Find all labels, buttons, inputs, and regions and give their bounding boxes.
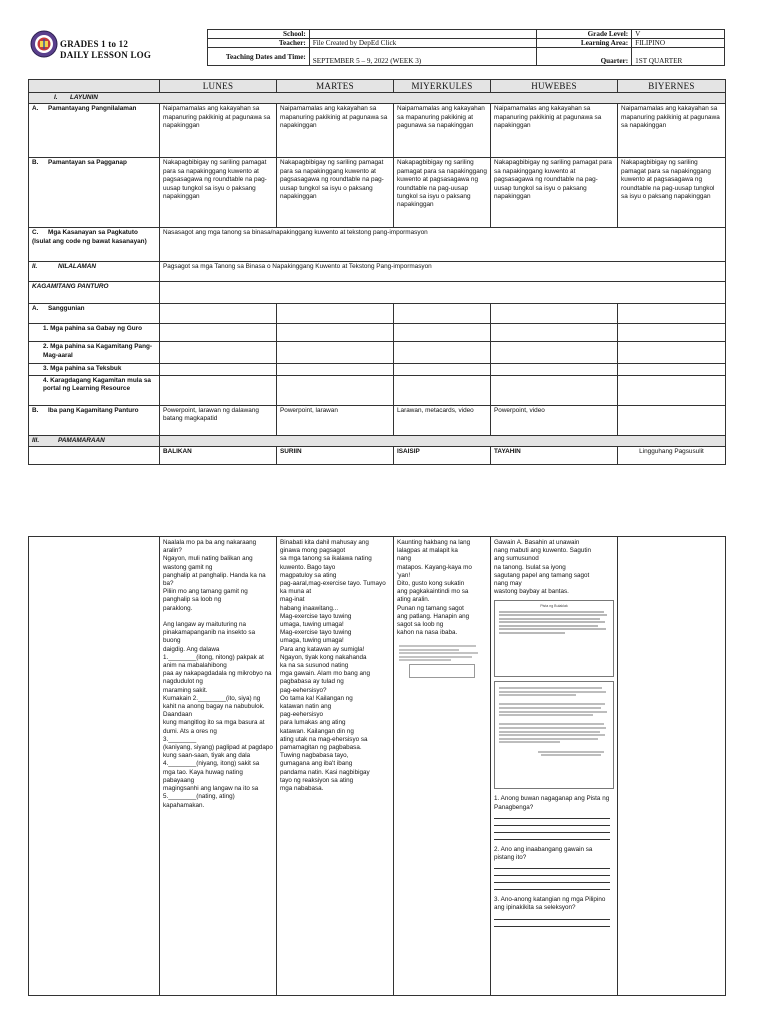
- day-header-huwebes: HUWEBES: [491, 80, 618, 93]
- miyerkules-isaisip-cell: [394, 537, 491, 996]
- martes-suriin-text: Binabati kita dahil mahusay ang ginawa mong pagsagot sa mga tanong sa ikalawa nating kuwento. Bago tayo magpatuloy sa ating pag-aaral,mag-exercise tayo. Tumayo ka muna at mag-inat habang inaawitang... Mag-exercise tayo tuwing umaga, tuwing umaga! Mag-exercise tayo tuwing umaga, tuwing umaga! Para ang katawan ay sumigla! Ngayon, tiyak kong nakahanda ka na sa susunod nating mga gawain. Alam mo bang ang pagbabasa ay tulad ng pag-eehersisyo? Oo tama ka! Kailangan ng katawan natin ang pag-eehersisyo para lumakas ang ating katawan. Kailangan din ng ating utak na mag-ehersisyo sa pamamagitan ng pagbabasa. Tuwing nagbabasa tayo, gumagana ang iba't ibang pandama natin. Kasi nagbibigay tayo ng reaksiyon sa ating mga nababasa.: [277, 537, 394, 996]
- quarter-label: Quarter:: [537, 48, 632, 66]
- deped-seal-icon: [30, 30, 58, 58]
- sanggunian-label: A. Sanggunian: [29, 304, 160, 324]
- cell-A-lunes: Naipamamalas ang kakayahan sa mapanuring pakikinig at pagunawa sa napakinggan: [160, 104, 277, 158]
- quarter-value: 1ST QUARTER: [632, 48, 725, 66]
- step-balikan: BALIKAN: [160, 447, 277, 465]
- cell-nilalaman: Pagsagot sa mga Tanong sa Binasa o Napakinggang Kuwento at Tekstong Pang-impormasyon: [160, 262, 726, 282]
- huwebes-tayahin-cell: [491, 537, 618, 996]
- cell-iba-lunes: Powerpoint, larawan ng dalawang batang magkapatid: [160, 405, 277, 435]
- cell-kagamitang-panturo: [160, 282, 726, 304]
- lesson-grid: [28, 79, 726, 465]
- kagamitang-panturo-label: KAGAMITANG PANTURO: [29, 282, 160, 304]
- lunes-balikan-text: Naalala mo pa ba ang nakaraang aralin? Ngayon, muli nating balikan ang wastong gamit ng panghalip at panghalip. Handa ka na ba? Piliin mo ang tamang gamit ng panghalip sa loob ng paraklong. Ang langaw ay maituturing na pinakamapanganib na insekto sa buong daigdig. Ang dalawa 1.________(itong, nitong) pakpak at anim na mabalahibong paa ay nakapagdadala ng mikrobyo na nagdudulot ng maraming sakit. Kumakain 2.________(ito, siya) ng kahit na anong bagay na nabubulok. Daandaan kung mangitlog ito sa mga basura at dumi. Ats a ores ng 3.________ (kaniyang, siyang) paglipad at pagdapo kung saan-saan, tiyak ang dala 4.________(niyang, itong) sakit sa mga tao. Kaya huwag nating pabayaang magingsanhi ang langaw na ito sa 5.________(nating, ating) kapahamakan.: [160, 537, 277, 996]
- page-gap: [0, 470, 768, 506]
- teaching-dates-value: SEPTEMBER 5 – 9, 2022 (WEEK 3): [309, 48, 536, 66]
- question-1: 1. Anong buwan nagaganap ang Pista ng Panagbenga?: [494, 795, 610, 811]
- cell-B-lunes: Nakapagbibigay ng sariling pamagat para sa napakinggang kuwento at pagsasagawa ng roundtable na pag-uusap tungkol sa isyu o paksang napakinggan: [160, 158, 277, 228]
- learning-area-label: Learning Area:: [537, 39, 632, 48]
- cell-B-huwebes: Nakapagbibigay ng sariling pamagat para sa napakinggang kuwento at pagsasagawa ng roundtable na pag-uusap tungkol sa isyu o paksang napakinggan: [491, 158, 618, 228]
- reading-thumbnail: [494, 600, 614, 677]
- miyerkules-isaisip-text: Kaunting hakbang na lang lalagpas at malapit ka nang matapos. Kayang-kaya mo 'yan! Dito, gusto kong sukatin ang pagkakaintindi mo sa ating aralin. Punan ng tamang sagot ang patlang. Hanapin ang sagot sa loob ng kahon na nasa ibaba.: [397, 539, 472, 637]
- lesson-log-page-2: [0, 506, 768, 1024]
- row-label-pamantayan-sa-pagganap: B. Pamantayan sa Pagganap: [29, 158, 160, 228]
- step-lingguhang-pagsusulit: Lingguhang Pagsusulit: [618, 447, 726, 465]
- school-value: [309, 30, 536, 39]
- step-suriin: SURIIN: [277, 447, 394, 465]
- day-header-biyernes: BIYERNES: [618, 80, 726, 93]
- teacher-label: Teacher:: [208, 39, 310, 48]
- cell-C-kasanayan: Nasasagot ang mga tanong sa binasa/napakinggang kuwento at tekstong pang-impormasyon: [160, 228, 726, 262]
- cell-A-huwebes: Naipamamalas ang kakayahan sa mapanuring pakikinig at pagunawa sa napakinggan: [491, 104, 618, 158]
- huwebes-instructions: Gawain A. Basahin at unawain nang mabuti ang kuwento. Sagutin ang sumusunod na tanong. Isulat sa iyong sagutang papel ang tamang sagot nang may wastong baybay at bantas.: [494, 539, 591, 596]
- gabay-ng-guro-label: 1. Mga pahina sa Gabay ng Guro: [29, 324, 160, 342]
- iba-pang-kagamitan-label: B. Iba pang Kagamitang Panturo: [29, 405, 160, 435]
- cell-A-martes: Naipamamalas ang kakayahan sa mapanuring pakikinig at pagunawa sa napakinggan: [277, 104, 394, 158]
- day-header-miyerkules: MIYERKULES: [394, 80, 491, 93]
- cell-iba-miyerkules: Larawan, metacards, video: [394, 405, 491, 435]
- exercise-thumbnail: [397, 641, 487, 691]
- title-line-2: DAILY LESSON LOG: [60, 50, 152, 60]
- step-tayahin: TAYAHIN: [491, 447, 618, 465]
- kagamitang-mag-aaral-label: 2. Mga pahina sa Kagamitang Pang-Mag-aaral: [29, 342, 160, 364]
- question-3: 3. Ano-anong katangian ng mga Pilipino ang ipinakikita sa seleksyon?: [494, 896, 606, 912]
- row-label-pamantayang-pangnilalaman: A. Pamantayang Pangnilalaman: [29, 104, 160, 158]
- teacher-value: File Created by DepEd Click: [309, 39, 536, 48]
- reading-thumbnail-2: [494, 681, 614, 789]
- title-line-1: GRADES 1 to 12: [60, 39, 129, 49]
- cell-B-martes: Nakapagbibigay ng sariling pamagat para sa napakinggang kuwento at pagsasagawa ng roundtable na pag-uusap tungkol sa isyu o paksang napakinggan: [277, 158, 394, 228]
- learning-resource-label: 4. Karagdagang Kagamitan mula sa portal ng Learning Resource: [29, 375, 160, 405]
- day-header-martes: MARTES: [277, 80, 394, 93]
- layunin-num: I.: [54, 94, 58, 101]
- dll-title: [60, 39, 151, 61]
- grade-level-label: Grade Level:: [537, 30, 632, 39]
- cell-B-biyernes: Nakapagbibigay ng sariling pamagat para sa napakinggang kuwento at pagsasagawa ng roundtable na pag-uusap tungkol sa isyu o paksang napakinggan: [618, 158, 726, 228]
- corner-cell: [29, 80, 160, 93]
- nilalaman-label: II. NILALAMAN: [29, 262, 160, 282]
- step-isaisip: ISAISIP: [394, 447, 491, 465]
- school-label: School:: [208, 30, 310, 39]
- cell-iba-martes: Powerpoint, larawan: [277, 405, 394, 435]
- teksbuk-label: 3. Mga pahina sa Teksbuk: [29, 364, 160, 375]
- grade-level-value: V: [632, 30, 725, 39]
- cell-A-miyerkules: Naipamamalas ang kakayahan sa mapanuring pakikinig at pagunawa sa napakinggan: [394, 104, 491, 158]
- header-info-table: [207, 29, 725, 66]
- lesson-grid-continued: [28, 536, 726, 996]
- layunin-row: [29, 93, 726, 104]
- day-header-lunes: LUNES: [160, 80, 277, 93]
- cell-iba-huwebes: Powerpoint, video: [491, 405, 618, 435]
- cell-iba-biyernes: [618, 405, 726, 435]
- row-label-mga-kasanayan: C. Mga Kasanayan sa Pagkatuto (Isulat ang code ng bawat kasanayan): [29, 228, 160, 262]
- cell-A-biyernes: Naipamamalas ang kakayahan sa mapanuring pakikinig at pagunawa sa napakinggan: [618, 104, 726, 158]
- pamamaraan-label: III. PAMAMARAAN: [29, 435, 160, 446]
- teaching-dates-label: Teaching Dates and Time:: [208, 48, 310, 66]
- question-2: 2. Ano ang inaabangang gawain sa pistang ito?: [494, 845, 593, 862]
- cell-B-miyerkules: Nakapagbibigay ng sariling pamagat para sa napakinggang kuwento at pagsasagawa ng roundtable na pag-uusap tungkol sa isyu o paksang napakinggan: [394, 158, 491, 228]
- reading-title: Pista ng Bulaklak: [540, 604, 568, 609]
- lesson-log-page-1: [0, 0, 768, 470]
- layunin-label: LAYUNIN: [70, 94, 98, 101]
- learning-area-value: FILIPINO: [632, 39, 725, 48]
